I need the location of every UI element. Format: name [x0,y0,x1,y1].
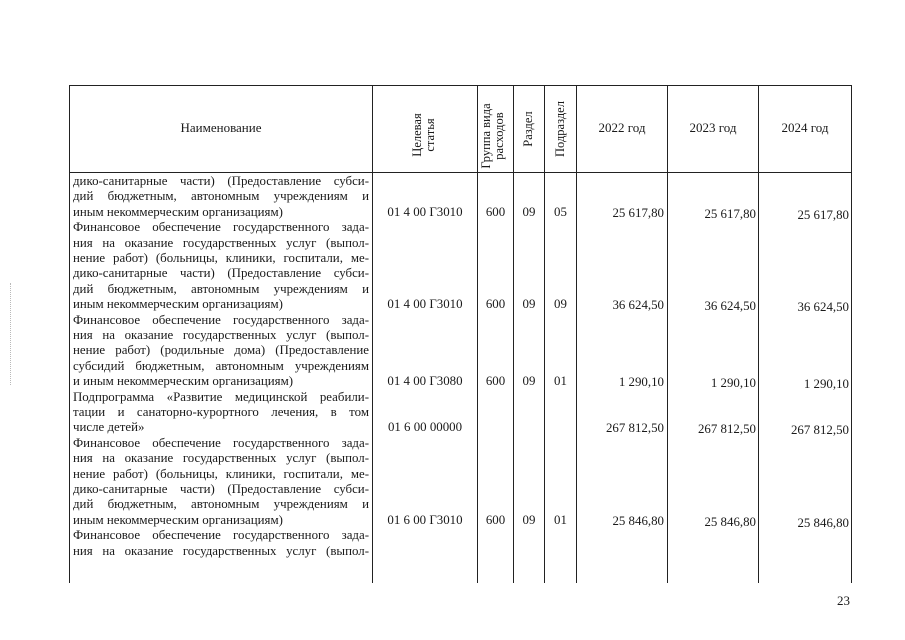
cell-amount-2024: 267 812,50 [790,423,849,438]
table-border-top [69,85,852,86]
cell-amount-2022: 36 624,50 [612,298,664,313]
cell-subsection: 01 [554,512,567,527]
scan-margin-artifact [10,283,12,385]
table-border-left [69,85,70,583]
cell-expense-group: 600 [485,374,506,389]
cell-subsection: 09 [554,297,567,312]
cell-amount-2023: 1 290,10 [710,376,756,391]
name-text-line: дий бюджетным, автономным учреждениям и [73,497,369,512]
name-text-line: субсидий бюджетным, автономным учреждениям [73,358,369,373]
name-text-line: ния на оказание государственных услуг (выпол- [73,451,369,466]
name-text-line: иным некоммерческим организациям) [73,204,283,219]
cell-amount-2023: 25 617,80 [704,206,756,221]
header-year-2022: 2022 год [598,120,646,135]
name-text-line: Финансовое обеспечение государственного зада- [73,528,369,543]
cell-expense-group: 600 [485,297,506,312]
cell-expense-group: 600 [485,512,506,527]
column-divider [667,85,668,583]
cell-expense-group: 600 [485,204,506,219]
cell-target-article: 01 4 00 Г3010 [387,204,463,219]
name-text-line: Подпрограмма «Развитие медицинской реабили- [73,389,369,404]
cell-amount-2024: 1 290,10 [803,377,849,392]
cell-amount-2024: 25 617,80 [797,207,849,222]
name-text-line: ния на оказание государственных услуг (выпол- [73,543,369,558]
name-text-line: Финансовое обеспечение государственного зада- [73,312,369,327]
page-number: 23 [837,593,850,608]
header-section: Раздел [521,111,535,147]
cell-amount-2022: 267 812,50 [605,421,664,436]
header-target-line1: Целевая [410,113,424,157]
cell-target-article: 01 6 00 00000 [387,420,463,435]
name-text-line: ния на оказание государственных услуг (выпол- [73,328,369,342]
header-group-line1: Группа вида [479,103,493,169]
column-divider [477,85,478,583]
header-target-line2: статья [423,118,437,152]
name-text-line: дико-санитарные части) (Предоставление субси- [73,266,369,281]
name-text-line: дико-санитарные части) (Предоставление субси- [73,482,369,496]
cell-amount-2022: 25 617,80 [612,205,664,220]
name-text-line: и иным некоммерческим организациям) [73,374,294,389]
cell-target-article: 01 4 00 Г3010 [387,297,463,312]
header-year-2024: 2024 год [781,120,829,135]
table-border-right [851,85,852,583]
cell-target-article: 01 4 00 Г3080 [387,374,463,389]
cell-amount-2024: 25 846,80 [797,515,849,530]
header-target-article [411,83,439,187]
name-text-line: дий бюджетным, автономным учреждениям и [73,281,369,296]
cell-amount-2023: 36 624,50 [704,299,756,314]
cell-subsection: 01 [554,374,567,389]
name-text-line: ния на оказание государственных услуг (выпол- [73,235,369,250]
header-year-2023: 2023 год [689,120,737,135]
header-subsection: Подраздел [553,101,567,157]
name-text-line: нение работ) (родильные дома) (Предоставление [73,343,369,358]
cell-section: 09 [522,374,536,389]
header-name: Наименование [180,120,262,135]
name-text-line: Финансовое обеспечение государственного зада- [73,220,369,235]
name-text-line: нение работ) (больницы, клиники, госпитали, ме- [73,251,369,265]
header-expense-group [480,94,510,178]
cell-amount-2023: 25 846,80 [704,514,756,529]
name-text-line: иным некоммерческим организациям) [73,512,283,527]
cell-section: 09 [522,512,536,527]
cell-amount-2022: 1 290,10 [618,375,664,390]
cell-subsection: 05 [554,204,567,219]
column-divider [544,85,545,583]
header-group-line2: расходов [492,112,506,160]
name-text-line: Финансовое обеспечение государственного зада- [73,435,369,450]
column-divider [758,85,759,583]
cell-amount-2024: 36 624,50 [797,300,849,315]
name-text-line: тации и санаторно-курортного лечения, в том [73,405,369,419]
cell-section: 09 [522,204,536,219]
column-divider [372,85,373,583]
header-bottom-rule [69,172,852,173]
cell-amount-2023: 267 812,50 [697,422,756,437]
cell-section: 09 [522,297,536,312]
name-text-line: иным некоммерческим организациям) [73,297,283,312]
name-text-line: числе детей» [73,420,145,435]
column-divider [576,85,577,583]
name-text-line: дико-санитарные части) (Предоставление субси- [73,174,369,188]
cell-amount-2022: 25 846,80 [612,513,664,528]
cell-target-article: 01 6 00 Г3010 [387,512,463,527]
name-text-line: дий бюджетным, автономным учреждениям и [73,189,369,204]
name-text-line: нение работ) (больницы, клиники, госпитали, ме- [73,466,369,481]
column-divider [513,85,514,583]
